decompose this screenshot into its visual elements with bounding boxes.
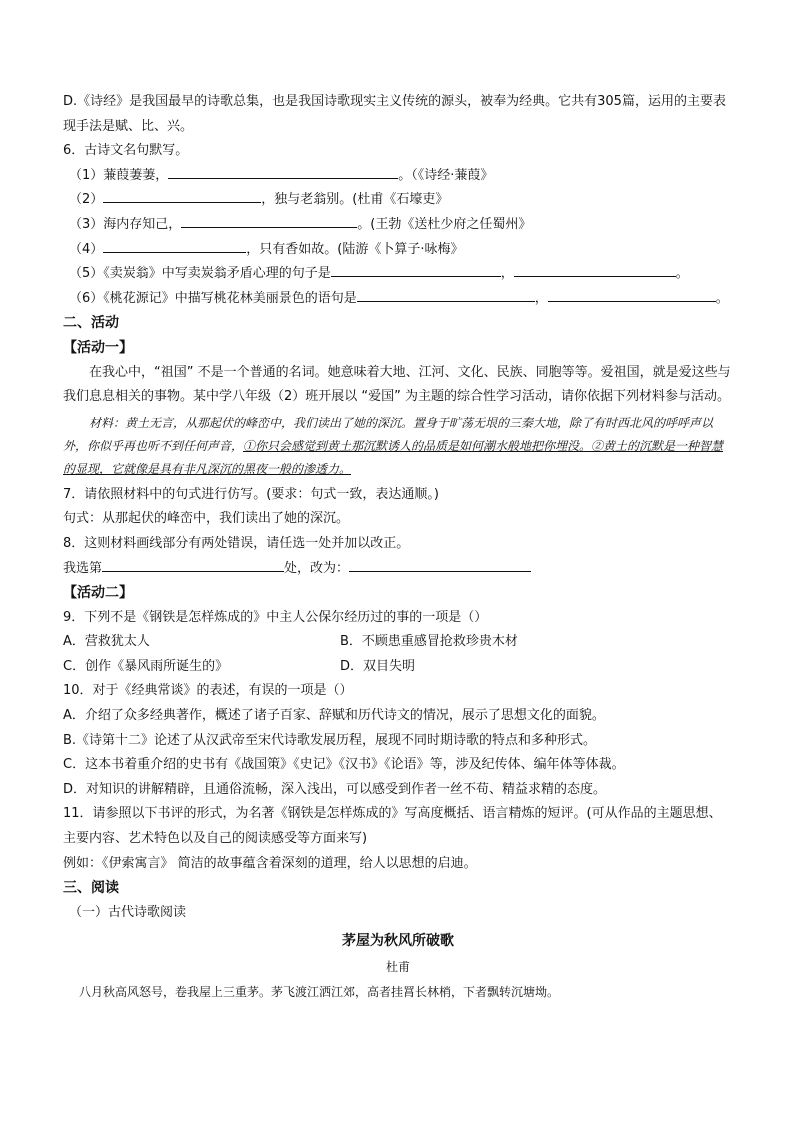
q6-item-6-prefix: （6）《桃花源记》中描写桃花林美丽景色的语句是: [69, 290, 357, 306]
q10-option-d[interactable]: D．对知识的讲解精辟，且通俗流畅，深入浅出，可以感受到作者一丝不苟、精益求精的态度。: [63, 781, 607, 797]
option-d-shijing: D.《诗经》是我国最早的诗歌总集，也是我国诗歌现实主义传统的源头，被奉为经典。它共有305篇，运用的主要表现手法是赋、比、兴。: [63, 94, 726, 134]
question-7: 7．请依照材料中的句式进行仿写。(要求：句式一致，表达通顺。): [63, 486, 439, 502]
q6-item-5-end: 。: [675, 266, 689, 282]
answer-blank[interactable]: [168, 164, 398, 179]
q6-item-3-prefix: （3）海内存知己，: [69, 216, 182, 232]
q6-item-4-prefix: （4）: [69, 241, 104, 257]
answer-blank[interactable]: [102, 557, 284, 572]
q6-item-4-source: ，只有香如故。(陆游《卜算子·咏梅》: [246, 241, 464, 257]
question-8: 8．这则材料画线部分有两处错误，请任选一处并加以改正。: [63, 535, 410, 551]
q8-middle: 处，改为：: [284, 560, 350, 576]
subsection-poetry-reading: （一）古代诗歌阅读: [69, 904, 187, 920]
q9-options-row-1: [63, 630, 733, 655]
question-7-sentence: 句式：从那起伏的峰峦中，我们读出了她的深沉。: [63, 511, 350, 527]
q10-option-a[interactable]: A．介绍了众多经典著作，概述了诸子百家、辞赋和历代诗文的情况，展示了思想文化的面貌。: [63, 708, 605, 724]
answer-blank[interactable]: [331, 262, 501, 277]
activity-1-intro: 在我心中，“祖国” 不是一个普通的名词。她意味着大地、江河、文化、民族、同胞等等。爱祖国，就是爱这些与我们息息相关的事物。某中学八年级（2）班开展以 “爱国” 为主题的综合性学习活动，请你依据下列材料参与活动。: [63, 364, 731, 405]
answer-blank[interactable]: [514, 262, 676, 277]
q6-item-1-prefix: （1）蒹葭萋萋，: [69, 167, 169, 183]
material-underlined-text: ①你只会感觉到黄土那沉默诱人的品质是如何潮水般地把你埋没。②黄土的沉默是一种智慧的显现，它就像是具有非凡深沉的黑夜一般的渗透力。: [63, 438, 724, 476]
question-8-answer-line: [63, 557, 733, 582]
q6-item-2: [63, 188, 733, 213]
q6-item-5: [63, 262, 733, 287]
activity-1-heading: 【活动一】: [63, 339, 133, 356]
q10-option-b[interactable]: B.《诗第十二》论述了从汉武帝至宋代诗歌发展历程，展现不同时期诗歌的特点和多种形式。: [63, 732, 597, 748]
q9-option-d[interactable]: D．双目失明: [340, 658, 416, 674]
q9-option-a[interactable]: A．营救犹太人: [63, 634, 150, 650]
q6-item-1: [63, 164, 733, 189]
q6-item-1-source: 。（《诗经·蒹葭》: [398, 167, 494, 183]
q6-item-2-source: ，独与老翁别。(杜甫《石壕吏》: [261, 192, 449, 208]
q9-option-c[interactable]: C．创作《暴风雨所诞生的》: [63, 658, 229, 674]
q6-item-2-prefix: （2）: [69, 192, 104, 208]
page-content: [63, 90, 733, 1004]
section-heading-reading: 三、阅读: [63, 880, 119, 897]
answer-blank[interactable]: [357, 287, 535, 302]
q6-item-5-comma: ，: [500, 266, 514, 282]
question-9: 9．下列不是《钢铁是怎样炼成的》中主人公保尔经历过的事的一项是（）: [63, 609, 488, 625]
question-11: 11．请参照以下书评的形式，为名著《钢铁是怎样炼成的》写高度概括、语言精炼的短评。(可从作品的主题思想、主要内容、艺术特色以及自己的阅读感受等方面来写): [63, 806, 722, 847]
poem-line-1: 八月秋高风怒号，卷我屋上三重茅。茅飞渡江洒江郊，高者挂罥长林梢，下者飘转沉塘坳。: [79, 985, 560, 999]
answer-blank[interactable]: [548, 287, 716, 302]
q6-item-6: [63, 287, 733, 312]
activity-2-heading: 【活动二】: [63, 585, 133, 602]
q6-item-6-comma: ，: [534, 290, 548, 306]
answer-blank[interactable]: [103, 238, 246, 253]
question-10: 10．对于《经典常谈》的表述，有误的一项是（）: [63, 683, 353, 699]
q10-option-c[interactable]: C．这本书着重介绍的史书有《战国策》《史记》《汉书》《论语》等，涉及纪传体、编年体等体裁。: [63, 757, 625, 773]
q9-options-row-2: [63, 655, 733, 680]
q6-item-5-prefix: （5）《卖炭翁》中写卖炭翁矛盾心理的句子是: [69, 266, 331, 282]
q6-item-6-end: 。: [715, 290, 729, 306]
question-11-example: 例如：《伊索寓言》 简洁的故事蕴含着深刻的道理，给人以思想的启迪。: [63, 855, 477, 871]
material-text: 材料：黄土无言，从那起伏的峰峦中，我们读出了她的深沉。置身于旷荡无垠的三秦大地，除了有时西北风的呼呼声以外，你似乎再也听不到任何声音，: [63, 415, 714, 453]
q8-prefix: 我选第: [63, 560, 103, 576]
q9-option-b[interactable]: B．不顾患重感冒抢救珍贵木材: [340, 634, 518, 650]
question-6-stem: 6．古诗文名句默写。: [63, 143, 189, 159]
poem-title: 茅屋为秋风所破歌: [342, 933, 454, 950]
poem-author: 杜甫: [385, 960, 410, 974]
answer-blank[interactable]: [349, 557, 531, 572]
q6-item-4: [63, 238, 733, 263]
material-passage: [63, 412, 733, 481]
q6-item-3: [63, 213, 733, 238]
answer-blank[interactable]: [103, 188, 261, 203]
answer-blank[interactable]: [181, 213, 357, 228]
section-heading-activity: 二、活动: [63, 315, 119, 332]
q6-item-3-source: 。(王勃《送杜少府之任蜀州》: [357, 216, 532, 232]
